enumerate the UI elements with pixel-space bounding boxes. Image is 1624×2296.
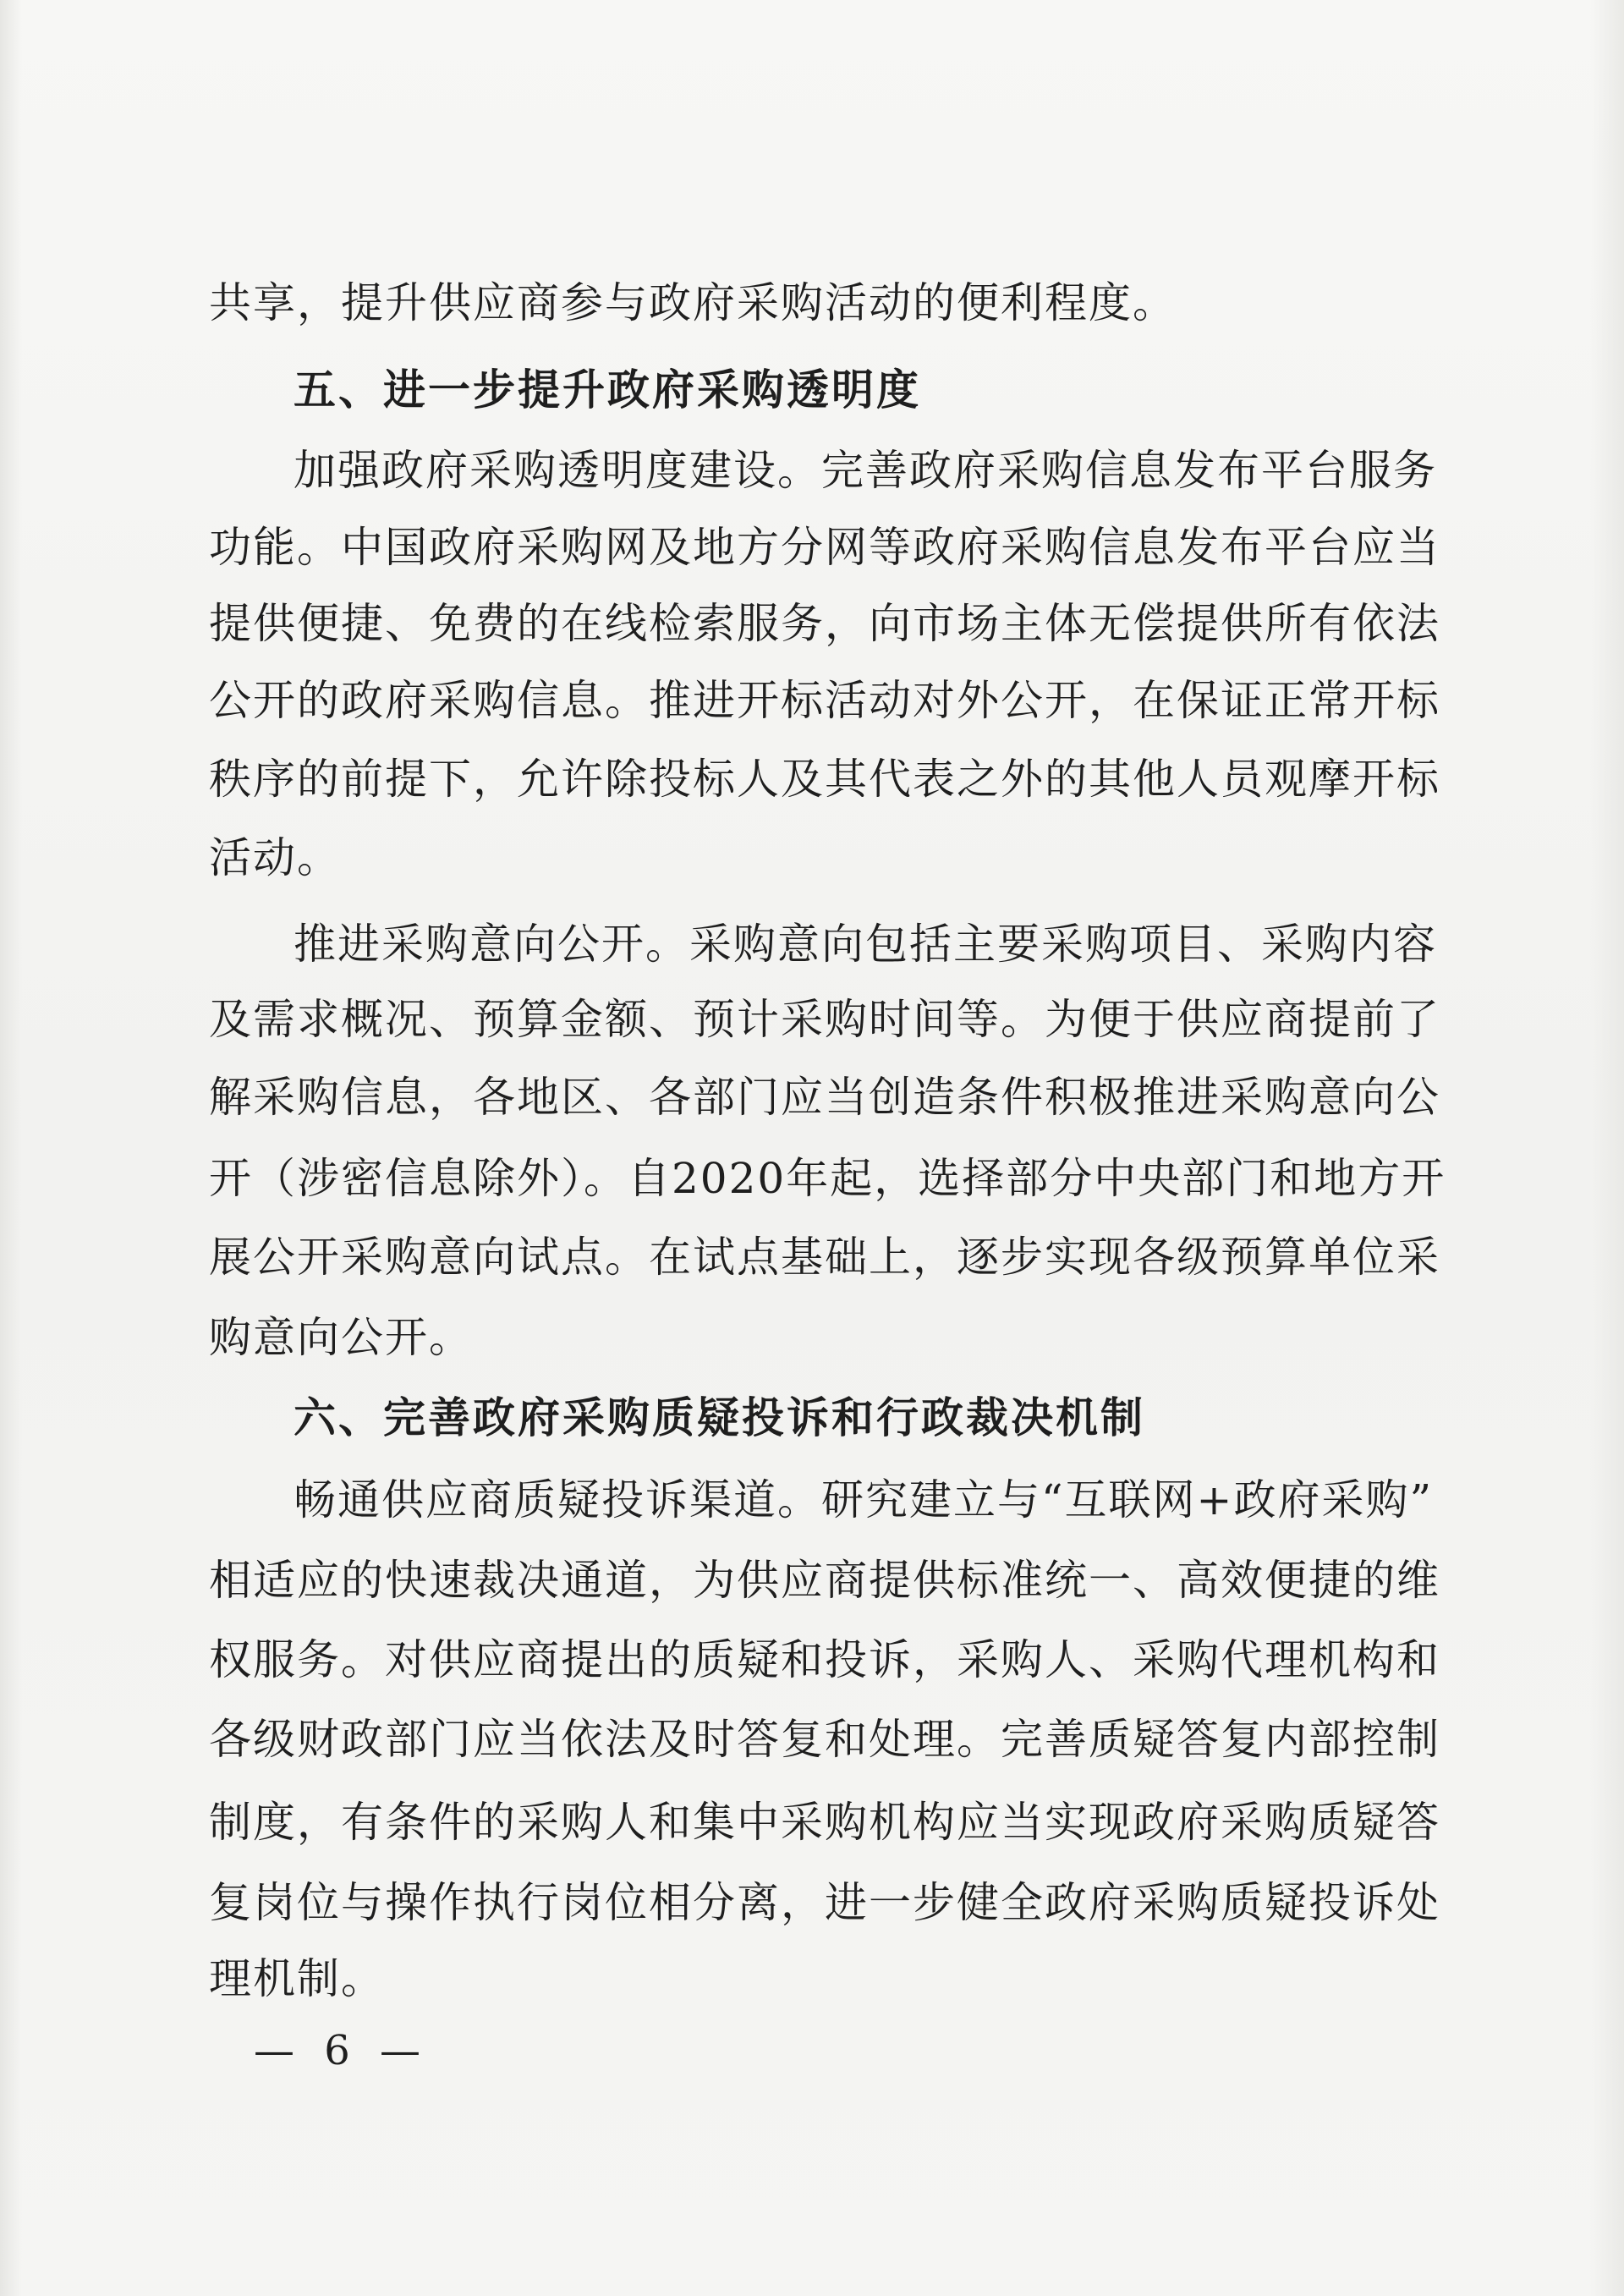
paragraph-line: 权服务。对供应商提出的质疑和投诉，采购人、采购代理机构和 [209, 1635, 1440, 1684]
paragraph-line: 功能。中国政府采购网及地方分网等政府采购信息发布平台应当 [209, 523, 1440, 572]
paragraph-line: 开（涉密信息除外）。自2020年起，选择部分中央部门和地方开 [209, 1154, 1446, 1203]
paragraph-line: 制度，有条件的采购人和集中采购机构应当实现政府采购质疑答 [209, 1798, 1440, 1847]
paragraph-line: 及需求概况、预算金额、预计采购时间等。为便于供应商提前了 [209, 995, 1440, 1044]
paragraph-line: 购意向公开。 [209, 1313, 473, 1362]
paragraph-line: 理机制。 [209, 1954, 385, 2003]
section-heading-5: 五、进一步提升政府采购透明度 [294, 365, 921, 415]
scan-edge-left [0, 0, 22, 2296]
paragraph-line: 展公开采购意向试点。在试点基础上，逐步实现各级预算单位采 [209, 1233, 1440, 1282]
paragraph-line: 加强政府采购透明度建设。完善政府采购信息发布平台服务 [294, 446, 1437, 495]
paragraph-line: 提供便捷、免费的在线检索服务，向市场主体无偿提供所有依法 [209, 599, 1440, 648]
paragraph-line: 各级财政部门应当依法及时答复和处理。完善质疑答复内部控制 [209, 1715, 1440, 1764]
section-heading-6: 六、完善政府采购质疑投诉和行政裁决机制 [294, 1393, 1145, 1442]
paragraph-line: 公开的政府采购信息。推进开标活动对外公开，在保证正常开标 [209, 676, 1440, 725]
paragraph-line: 畅通供应商质疑投诉渠道。研究建立与“互联网+政府采购” [294, 1475, 1434, 1524]
paragraph-line: 解采购信息，各地区、各部门应当创造条件积极推进采购意向公 [209, 1073, 1440, 1122]
paragraph-line: 推进采购意向公开。采购意向包括主要采购项目、采购内容 [294, 920, 1437, 969]
scan-edge-right [1590, 0, 1624, 2296]
paragraph-line: 共享，提升供应商参与政府采购活动的便利程度。 [209, 278, 1177, 327]
paragraph-line: 相适应的快速裁决通道，为供应商提供标准统一、高效便捷的维 [209, 1556, 1440, 1605]
paragraph-line: 秩序的前提下，允许除投标人及其代表之外的其他人员观摩开标 [209, 755, 1440, 804]
page-number: — 6 — [254, 2027, 430, 2074]
paragraph-line: 复岗位与操作执行岗位相分离，进一步健全政府采购质疑投诉处 [209, 1878, 1440, 1927]
paragraph-line: 活动。 [209, 833, 341, 882]
